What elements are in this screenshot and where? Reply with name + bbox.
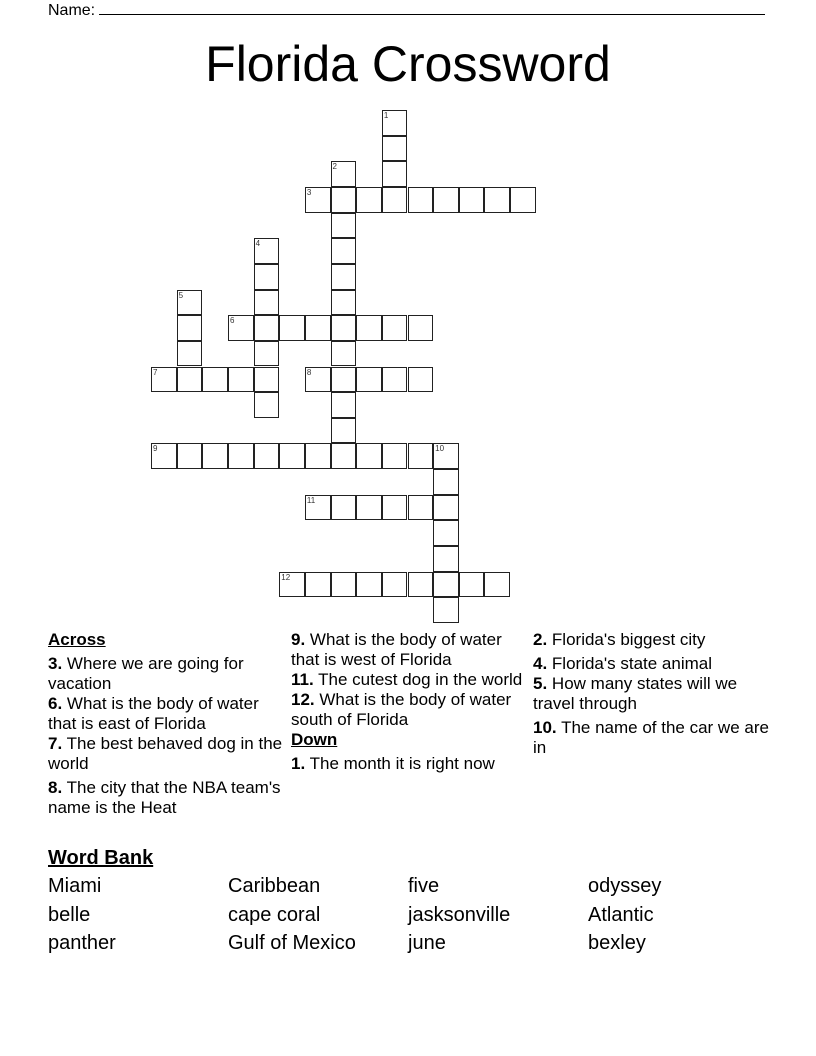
grid-cell[interactable] bbox=[510, 187, 536, 213]
clue-across-3: 3. Where we are going for vacation bbox=[48, 654, 244, 693]
grid-cell[interactable] bbox=[254, 443, 280, 469]
clue-number: 8 bbox=[306, 367, 312, 377]
grid-cell[interactable] bbox=[433, 187, 459, 213]
clue-across-11: 11. The cutest dog in the world bbox=[291, 670, 523, 689]
grid-cell[interactable] bbox=[382, 315, 408, 341]
grid-cell[interactable] bbox=[433, 597, 459, 623]
grid-cell[interactable] bbox=[356, 187, 382, 213]
grid-cell[interactable] bbox=[433, 572, 459, 598]
clue-number: 12 bbox=[281, 572, 291, 582]
clue-down-1: 1. The month it is right now bbox=[291, 754, 495, 773]
grid-cell[interactable] bbox=[177, 341, 203, 367]
clue-number: 5 bbox=[178, 290, 184, 300]
grid-cell[interactable] bbox=[433, 469, 459, 495]
grid-cell[interactable] bbox=[331, 341, 357, 367]
clue-across-6: 6. What is the body of water that is east of Florida bbox=[48, 694, 259, 733]
word-bank-item: Miami bbox=[48, 875, 102, 897]
grid-cell[interactable] bbox=[254, 315, 280, 341]
clue-across-12: 12. What is the body of water south of Florida bbox=[291, 690, 512, 729]
grid-cell[interactable] bbox=[177, 443, 203, 469]
grid-cell[interactable] bbox=[331, 213, 357, 239]
clue-down-4: 4. Florida's state animal bbox=[533, 654, 713, 673]
grid-cell[interactable] bbox=[356, 572, 382, 598]
grid-cell[interactable] bbox=[279, 315, 305, 341]
grid-cell[interactable] bbox=[305, 572, 331, 598]
clue-across-8: 8. The city that the NBA team's name is the Heat bbox=[48, 778, 281, 817]
grid-cell[interactable] bbox=[408, 572, 434, 598]
grid-cell[interactable] bbox=[305, 315, 331, 341]
clues-column-1 bbox=[48, 630, 288, 818]
across-heading: Across bbox=[48, 630, 106, 649]
grid-cell[interactable] bbox=[382, 136, 408, 162]
clue-number: 9 bbox=[153, 444, 158, 454]
grid-cell[interactable] bbox=[382, 443, 408, 469]
word-bank-item: Atlantic bbox=[588, 903, 654, 926]
grid-cell[interactable] bbox=[356, 495, 382, 521]
grid-cell[interactable] bbox=[331, 264, 357, 290]
grid-cell[interactable] bbox=[279, 443, 305, 469]
grid-cell[interactable] bbox=[331, 315, 357, 341]
grid-cell[interactable] bbox=[382, 161, 408, 187]
grid-cell[interactable] bbox=[382, 367, 408, 393]
grid-cell[interactable] bbox=[433, 495, 459, 521]
grid-cell[interactable] bbox=[254, 290, 280, 316]
grid-cell[interactable] bbox=[228, 367, 254, 393]
clue-number: 6 bbox=[229, 316, 235, 326]
name-label: Name: bbox=[48, 2, 96, 19]
clue-number: 2 bbox=[332, 162, 337, 172]
grid-cell[interactable] bbox=[254, 367, 280, 393]
grid-cell[interactable] bbox=[254, 392, 280, 418]
grid-cell[interactable] bbox=[331, 161, 357, 187]
grid-cell[interactable] bbox=[459, 187, 485, 213]
grid-cell[interactable] bbox=[331, 418, 357, 444]
grid-cell[interactable] bbox=[382, 495, 408, 521]
clue-number: 10 bbox=[435, 444, 445, 454]
clues-column-2 bbox=[291, 630, 526, 774]
grid-cell[interactable] bbox=[305, 187, 331, 213]
grid-cell[interactable] bbox=[177, 315, 203, 341]
clue-number: 11 bbox=[306, 495, 316, 505]
clue-number: 4 bbox=[255, 239, 261, 249]
grid-cell[interactable] bbox=[305, 495, 331, 521]
word-bank bbox=[48, 846, 768, 958]
clue-number: 7 bbox=[153, 367, 158, 377]
word-bank-item: five bbox=[408, 875, 440, 897]
grid-cell[interactable] bbox=[433, 546, 459, 572]
grid-cell[interactable] bbox=[408, 495, 434, 521]
word-bank-list bbox=[48, 872, 768, 958]
clue-number: 3 bbox=[306, 187, 312, 197]
grid-cell[interactable] bbox=[433, 443, 459, 469]
clue-down-10: 10. The name of the car we are in bbox=[533, 718, 769, 757]
word-bank-item: Caribbean bbox=[228, 875, 321, 897]
grid-cell[interactable] bbox=[382, 110, 408, 136]
grid-cell[interactable] bbox=[254, 341, 280, 367]
down-heading: Down bbox=[291, 730, 338, 749]
grid-cell[interactable] bbox=[382, 187, 408, 213]
grid-cell[interactable] bbox=[151, 443, 177, 469]
grid-cell[interactable] bbox=[484, 187, 510, 213]
word-bank-title: Word Bank bbox=[48, 847, 154, 869]
grid-cell[interactable] bbox=[331, 572, 357, 598]
grid-cell[interactable] bbox=[177, 290, 203, 316]
grid-cell[interactable] bbox=[331, 187, 357, 213]
word-bank-item: june bbox=[408, 932, 446, 954]
word-bank-item: jasksonville bbox=[408, 903, 511, 926]
word-bank-item: odyssey bbox=[588, 875, 662, 897]
grid-cell[interactable] bbox=[331, 238, 357, 264]
grid-cell[interactable] bbox=[254, 264, 280, 290]
clue-down-2: 2. Florida's biggest city bbox=[533, 630, 706, 649]
grid-cell[interactable] bbox=[279, 572, 305, 598]
clue-across-7: 7. The best behaved dog in the world bbox=[48, 734, 283, 773]
grid-cell[interactable] bbox=[408, 187, 434, 213]
grid-cell[interactable] bbox=[177, 367, 203, 393]
clue-across-9: 9. What is the body of water that is west of Florida bbox=[291, 630, 502, 669]
grid-cell[interactable] bbox=[408, 367, 434, 393]
word-bank-item: Gulf of Mexico bbox=[228, 932, 356, 954]
grid-cell[interactable] bbox=[228, 443, 254, 469]
grid-cell[interactable] bbox=[228, 315, 254, 341]
grid-cell[interactable] bbox=[305, 443, 331, 469]
grid-cell[interactable] bbox=[331, 443, 357, 469]
grid-cell[interactable] bbox=[331, 392, 357, 418]
grid-cell[interactable] bbox=[331, 367, 357, 393]
grid-cell[interactable] bbox=[151, 367, 177, 393]
grid-cell[interactable] bbox=[484, 572, 510, 598]
clues-column-3 bbox=[533, 630, 773, 758]
grid-cell[interactable] bbox=[305, 367, 331, 393]
grid-cell[interactable] bbox=[433, 520, 459, 546]
grid-cell[interactable] bbox=[331, 290, 357, 316]
grid-cell[interactable] bbox=[408, 315, 434, 341]
grid-cell[interactable] bbox=[356, 367, 382, 393]
grid-cell[interactable] bbox=[356, 315, 382, 341]
grid-cell[interactable] bbox=[202, 367, 228, 393]
grid-cell[interactable] bbox=[331, 495, 357, 521]
clue-down-5: 5. How many states will we travel through bbox=[533, 674, 738, 713]
word-bank-item: cape coral bbox=[228, 903, 321, 926]
word-bank-item: bexley bbox=[588, 932, 646, 954]
grid-cell[interactable] bbox=[202, 443, 228, 469]
clue-number: 1 bbox=[383, 111, 389, 120]
grid-cell[interactable] bbox=[382, 572, 408, 598]
grid-cell[interactable] bbox=[356, 443, 382, 469]
grid-cell[interactable] bbox=[459, 572, 485, 598]
word-bank-item: belle bbox=[48, 903, 91, 926]
page-title: Florida Crossword bbox=[205, 36, 611, 92]
word-bank-item: panther bbox=[48, 932, 116, 954]
grid-cell[interactable] bbox=[408, 443, 434, 469]
grid-cell[interactable] bbox=[254, 238, 280, 264]
